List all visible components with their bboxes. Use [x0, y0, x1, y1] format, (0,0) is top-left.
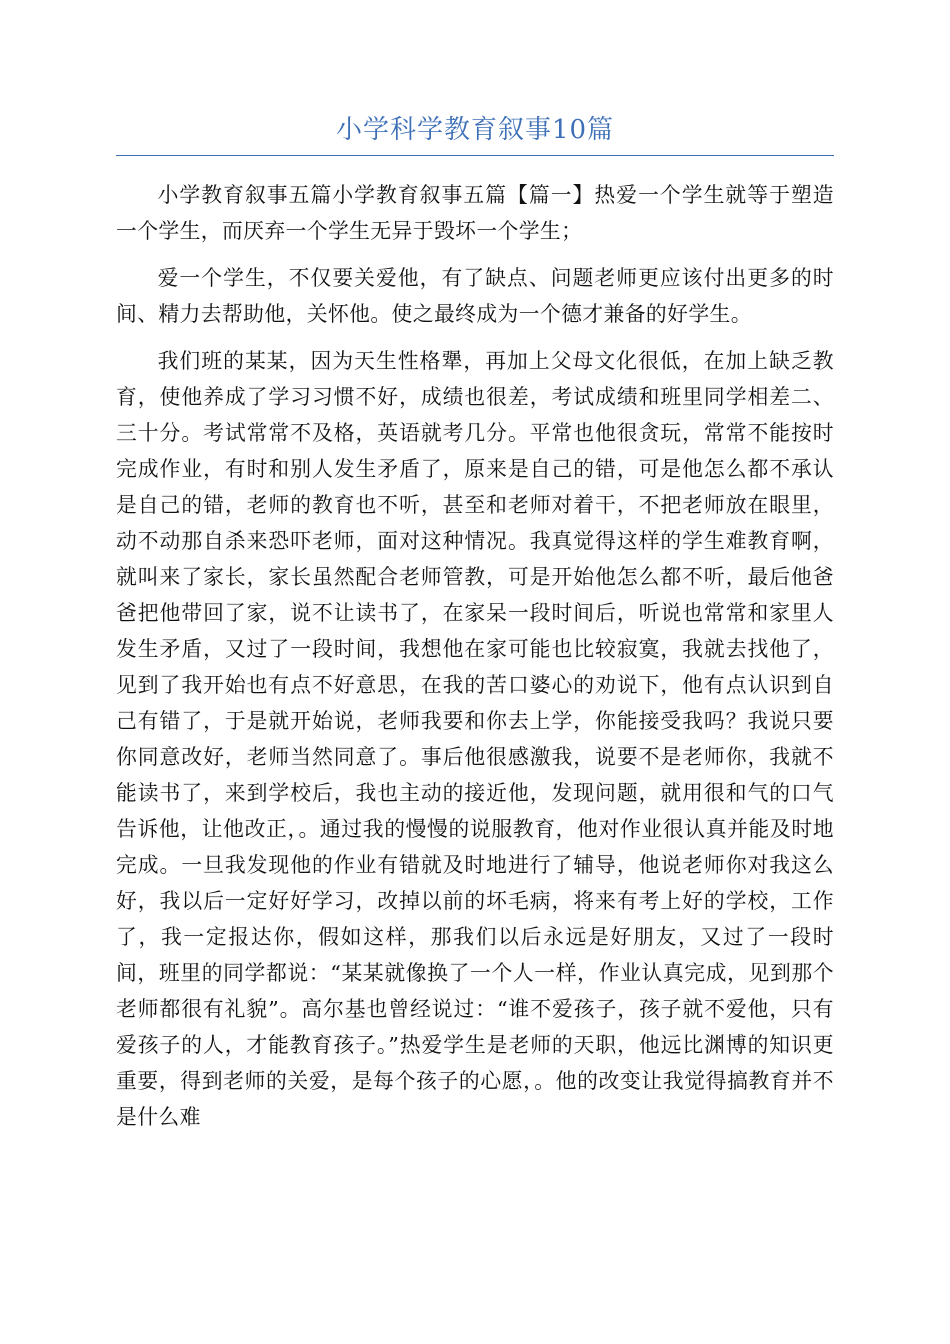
- paragraph-3: 我们班的某某，因为天生性格犟，再加上父母文化很低，在加上缺乏教育，使他养成了学习习惯不好，成绩也很差，考试成绩和班里同学相差二、三十分。考试常常不及格，英语就考几分。平常也他很贪玩，常常不能按时完成作业，有时和别人发生矛盾了，原来是自己的错，可是他怎么都不承认是自己的错，老师的教育也不听，甚至和老师对着干，不把老师放在眼里，动不动那自杀来恐吓老师，面对这种情况。我真觉得这样的学生难教育啊，就叫来了家长，家长虽然配合老师管教，可是开始他怎么都不听，最后他爸爸把他带回了家，说不让读书了，在家呆一段时间后，听说也常常和家里人发生矛盾，又过了一段时间，我想他在家可能也比较寂寞，我就去找他了，见到了我开始也有点不好意思，在我的苦口婆心的劝说下，他有点认识到自己有错了，于是就开始说，老师我要和你去上学，你能接受我吗？我说只要你同意改好，老师当然同意了。事后他很感激我，说要不是老师你，我就不能读书了，来到学校后，我也主动的接近他，发现问题，就用很和气的口气告诉他，让他改正，。通过我的慢慢的说服教育，他对作业很认真并能及时地完成。一旦我发现他的作业有错就及时地进行了辅导，他说老师你对我这么好，我以后一定好好学习，改掉以前的坏毛病，将来有考上好的学校，工作了，我一定报达你，假如这样，那我们以后永远是好朋友，又过了一段时间，班里的同学都说：“某某就像换了一个人一样，作业认真完成，见到那个老师都很有礼貌”。高尔基也曾经说过：“谁不爱孩子，孩子就不爱他，只有爱孩子的人，才能教育孩子。”热爱学生是老师的天职，他远比渊博的知识更重要，得到老师的关爱，是每个孩子的心愿，。他的改变让我觉得搞教育并不是什么难: [116, 349, 834, 1129]
- document-title: 小学科学教育叙事10篇: [335, 115, 615, 145]
- paragraph-2: 爱一个学生，不仅要关爱他，有了缺点、问题老师更应该付出更多的时间、精力去帮助他，关怀他。使之最终成为一个德才兼备的好学生。: [116, 266, 834, 326]
- paragraph-1: 小学教育叙事五篇小学教育叙事五篇【篇一】热爱一个学生就等于塑造一个学生，而厌弃一个学生无异于毁坏一个学生；: [116, 183, 834, 243]
- document-body: [116, 177, 834, 1146]
- title-underline: [116, 155, 834, 156]
